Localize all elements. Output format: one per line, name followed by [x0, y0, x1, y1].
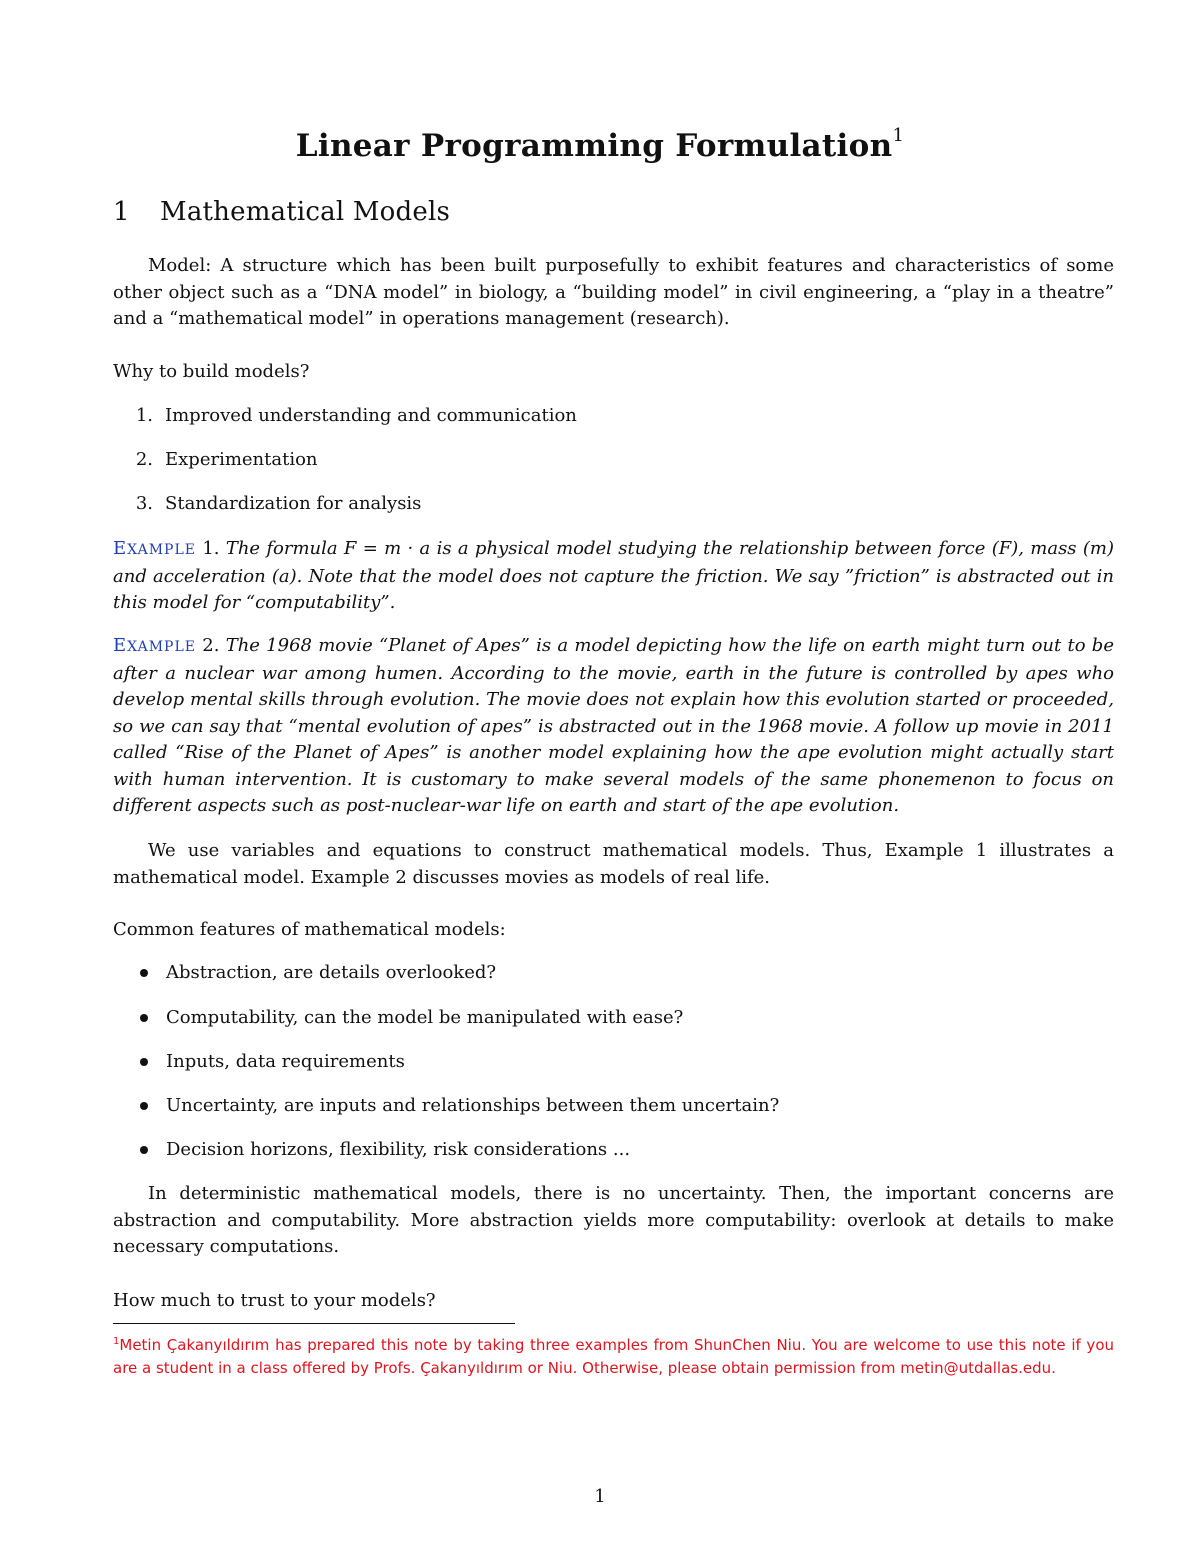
trust-heading: How much to trust to your models? [113, 1290, 436, 1311]
list-item [140, 1049, 1040, 1076]
list-item-text: Inputs, data requirements [166, 1051, 405, 1072]
example-2 [113, 633, 1114, 820]
list-item-text: Experimentation [165, 449, 318, 470]
list-item-text: Abstraction, are details overlooked? [166, 962, 497, 983]
model-paragraph: Model: A structure which has been built purposefully to exhibit features and characteristics of some other object such as a “DNA model” in biology, a “building model” in civil engineering, a “play in a theatre” and a “mathematical model” in operations management (research). [113, 255, 1114, 329]
footnote-text: Metin Çakanyıldırım has prepared this note by taking three examples from ShunChen Niu. You are welcome to use this note if you are a student in a class offered by Profs. Çakanyıldırım or Niu. Otherwise, please obtain permission from metin@utdallas.edu. [113, 1336, 1114, 1377]
footnote-rule [113, 1323, 515, 1324]
section-number: 1 [113, 197, 130, 227]
bullet-icon [140, 969, 148, 977]
section-title: Mathematical Models [160, 197, 451, 227]
deterministic-paragraph: In deterministic mathematical models, there is no uncertainty. Then, the important concerns are abstraction and computability. More abstraction yields more computability: overlook at details to make necessary computations. [113, 1183, 1114, 1257]
list-item-number: 1. [135, 405, 153, 426]
title-footnote-mark: 1 [892, 124, 905, 146]
example-label-initial: E [113, 635, 128, 656]
example-1 [113, 536, 1114, 617]
example-2-number: 2. [202, 635, 220, 656]
title-text: Linear Programming Formulation [295, 128, 893, 164]
footnote-mark: 1 [113, 1336, 120, 1347]
bullet-icon [140, 1058, 148, 1066]
why-heading: Why to build models? [113, 361, 310, 382]
variables-paragraph: We use variables and equations to construct mathematical models. Thus, Example 1 illustrates a mathematical model. Example 2 discusses movies as models of real life. [113, 840, 1114, 888]
example-2-text: The 1968 movie “Planet of Apes” is a model depicting how the life on earth might turn out to be after a nuclear war among humen. According to the movie, earth in the future is controlled by apes who develop mental skills through evolution. The movie does not explain how this evolution started or proceeded, so we can say that “mental evolution of apes” is abstracted out in the 1968 movie. A follow up movie in 2011 called “Rise of the Planet of Apes” is another model explaining how the ape evolution might actually start with human intervention. It is customary to make several models of the same phonemenon to focus on different aspects such as post-nuclear-war life on earth and start of the ape evolution. [113, 635, 1114, 816]
paper-title [0, 124, 1200, 164]
list-item [113, 403, 913, 430]
list-item [113, 447, 913, 474]
list-item-text: Improved understanding and communication [165, 405, 577, 426]
bullet-icon [140, 1014, 148, 1022]
list-item [140, 1093, 1040, 1120]
list-item [140, 1137, 1040, 1164]
list-item-text: Standardization for analysis [165, 493, 422, 514]
bullet-icon [140, 1146, 148, 1154]
page-number: 1 [594, 1486, 606, 1507]
example-1-number: 1. [202, 538, 220, 559]
bullet-icon [140, 1102, 148, 1110]
example-1-text: The formula F = m · a is a physical model studying the relationship between force (F), mass (m) and acceleration (a). Note that the model does not capture the friction. We say ”friction” is abstracted out in this model for “computability”. [113, 538, 1114, 613]
list-item [140, 960, 1040, 987]
list-item-text: Decision horizons, flexibility, risk considerations ... [166, 1139, 631, 1160]
section-heading [113, 197, 450, 227]
list-item [140, 1005, 1040, 1032]
example-label-initial: E [113, 538, 128, 559]
example-label-rest: XAMPLE [127, 639, 196, 655]
footnote [113, 1330, 1114, 1380]
example-1-label [113, 538, 196, 559]
list-item-number: 2. [135, 449, 153, 470]
list-item-number: 3. [135, 493, 153, 514]
features-heading: Common features of mathematical models: [113, 919, 506, 940]
list-item-text: Uncertainty, are inputs and relationships between them uncertain? [166, 1095, 780, 1116]
example-2-label [113, 635, 196, 656]
example-label-rest: XAMPLE [127, 542, 196, 558]
list-item [113, 491, 913, 518]
list-item-text: Computability, can the model be manipulated with ease? [166, 1007, 684, 1028]
